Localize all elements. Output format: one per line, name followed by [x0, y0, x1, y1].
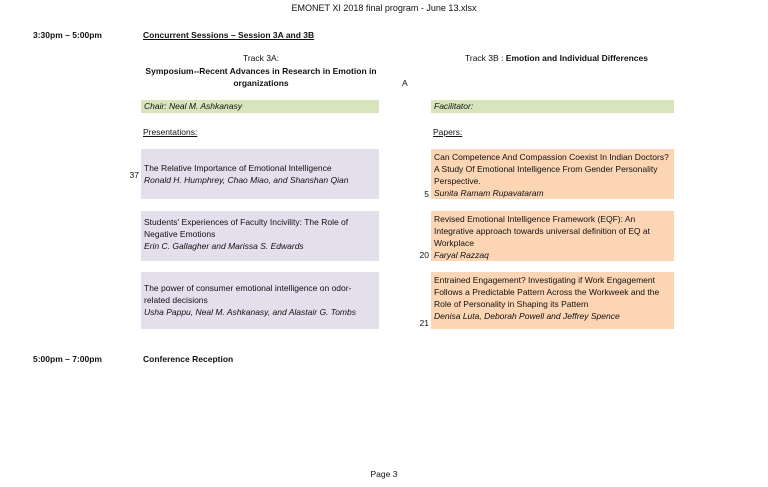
presentation-authors: Usha Pappu, Neal M. Ashkanasy, and Alastair G. Tombs: [144, 307, 356, 317]
presentation-title: Students' Experiences of Faculty Incivility: The Role of Negative Emotions: [144, 217, 349, 239]
document-title: EMONET XI 2018 final program - June 13.xlsx: [291, 3, 477, 13]
track-3a-title: Symposium--Recent Advances in Research in Emotion in organizations: [145, 66, 377, 88]
paper-number: 5: [424, 189, 429, 199]
paper-title: Revised Emotional Intelligence Framework (EQF): An Integrative approach towards universal definition of EQ at Workplace: [434, 214, 650, 248]
presentation-title: The power of consumer emotional intelligence on odor-related decisions: [144, 283, 352, 305]
session-title: Conference Reception: [143, 354, 234, 364]
paper-authors: Sunita Ramam Rupavataram: [434, 188, 544, 198]
presentation-title: The Relative Importance of Emotional Intelligence: [144, 163, 332, 173]
chair-bar: Chair: Neal M. Ashkanasy: [141, 100, 379, 113]
page-number: Page 3: [370, 469, 398, 479]
track-3b-label: Track 3B :: [465, 53, 506, 63]
presentation-card: [141, 149, 379, 199]
paper-card: [431, 211, 674, 261]
paper-authors: Denisa Luta, Deborah Powell and Jeffrey Spence: [434, 311, 620, 321]
presentation-authors: Ronald H. Humphrey, Chao Miao, and Shanshan Qian: [144, 175, 349, 185]
presentation-card: [141, 211, 379, 261]
paper-card: [431, 272, 674, 329]
paper-title: Can Competence And Compassion Coexist In Indian Doctors? A Study Of Emotional Intelligence From Gender Personality Perspective.: [434, 152, 669, 186]
presentation-card: [141, 272, 379, 329]
column-marker: A: [402, 78, 408, 88]
paper-title: Entrained Engagement? Investigating if Work Engagement Follows a Predictable Pattern Across the Workweek and the Role of Personality in Shaping its Pattern: [434, 275, 660, 309]
presentation-authors: Erin C. Gallagher and Marissa S. Edwards: [144, 241, 304, 251]
presentations-label: Presentations:: [143, 127, 198, 137]
paper-card: [431, 149, 674, 199]
papers-label: Papers:: [433, 127, 463, 137]
session-title: Concurrent Sessions – Session 3A and 3B: [143, 30, 315, 40]
session-time: 5:00pm – 7:00pm: [33, 354, 102, 364]
paper-authors: Faryal Razzaq: [434, 250, 489, 260]
track-3a-label: Track 3A:: [242, 53, 280, 63]
session-time: 3:30pm – 5:00pm: [33, 30, 102, 40]
facilitator-bar: Facilitator:: [431, 100, 674, 113]
paper-number: 37: [129, 170, 139, 180]
track-3b-title: Emotion and Individual Differences: [505, 53, 648, 63]
track-3b-header: [465, 53, 648, 63]
paper-number: 21: [419, 318, 429, 328]
paper-number: 20: [419, 250, 429, 260]
